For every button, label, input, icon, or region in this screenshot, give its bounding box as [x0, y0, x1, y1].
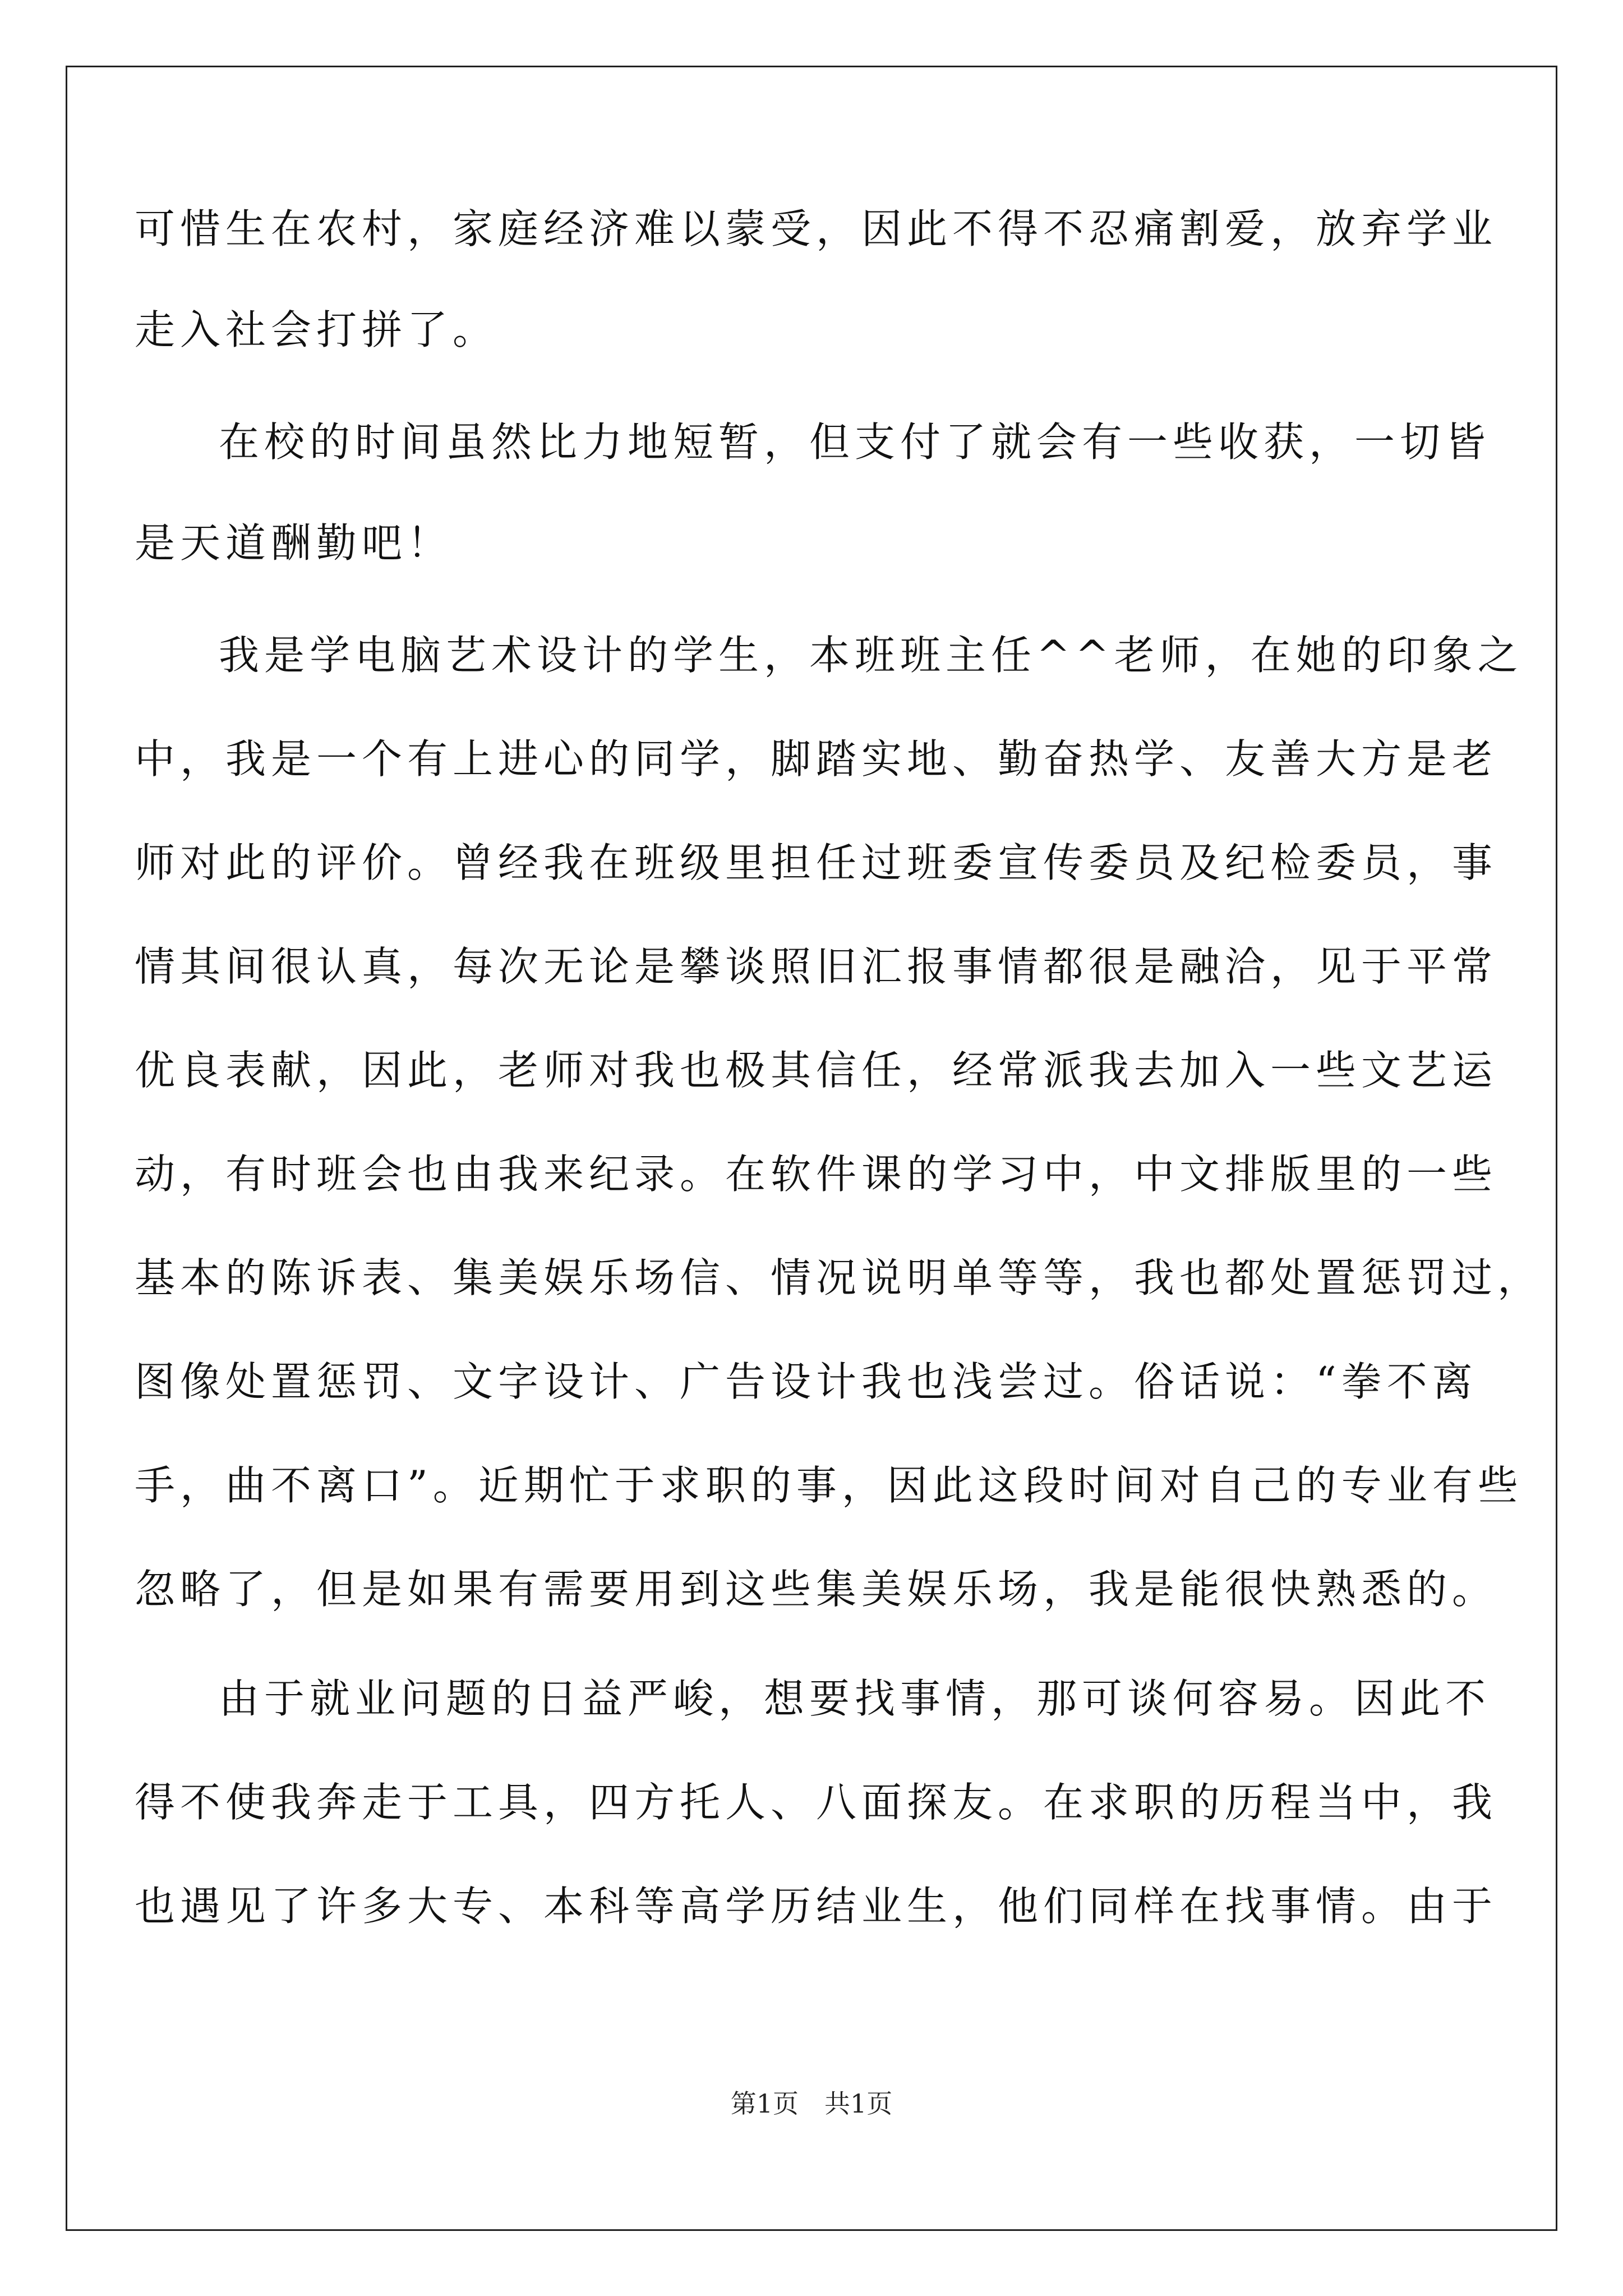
text-line: 可惜生在农村，家庭经济难以蒙受，因此不得不忍痛割爱，放弃学业 — [135, 205, 1498, 252]
text-line: 基本的陈诉表、集美娱乐场信、情况说明单等等，我也都处置惩罚过， — [135, 1254, 1543, 1301]
text-line: 图像处置惩罚、文字设计、广告设计我也浅尝过。俗话说：“拳不离 — [135, 1358, 1478, 1405]
text-line: 情其间很认真，每次无论是攀谈照旧汇报事情都很是融洽，见于平常 — [135, 943, 1498, 990]
text-line: 师对此的评价。曾经我在班级里担任过班委宣传委员及纪检委员，事 — [135, 839, 1498, 886]
text-line: 是天道酬勤吧！ — [135, 519, 453, 567]
page-number: 第1页 共1页 — [730, 2088, 893, 2119]
text-line: 在校的时间虽然比力地短暂，但支付了就会有一些收获，一切皆 — [219, 418, 1491, 466]
text-line: 优良表献，因此，老师对我也极其信任，经常派我去加入一些文艺运 — [135, 1047, 1498, 1094]
text-line: 我是学电脑艺术设计的学生，本班班主任^^老师，在她的印象之 — [219, 632, 1523, 679]
text-line: 动，有时班会也由我来纪录。在软件课的学习中，中文排版里的一些 — [135, 1151, 1498, 1198]
text-line: 中，我是一个有上进心的同学，脚踏实地、勤奋热学、友善大方是老 — [135, 735, 1498, 783]
text-line: 走入社会打拼了。 — [135, 306, 499, 353]
text-line: 由于就业问题的日益严峻，想要找事情，那可谈何容易。因此不 — [219, 1675, 1491, 1722]
text-line: 得不使我奔走于工具，四方托人、八面探友。在求职的历程当中，我 — [135, 1779, 1498, 1826]
text-line: 手，曲不离口”。近期忙于求职的事，因此这段时间对自己的专业有些 — [135, 1462, 1523, 1509]
text-line: 也遇见了许多大专、本科等高学历结业生，他们同样在找事情。由于 — [135, 1883, 1498, 1930]
text-line: 忽略了，但是如果有需要用到这些集美娱乐场，我是能很快熟悉的。 — [135, 1566, 1498, 1613]
